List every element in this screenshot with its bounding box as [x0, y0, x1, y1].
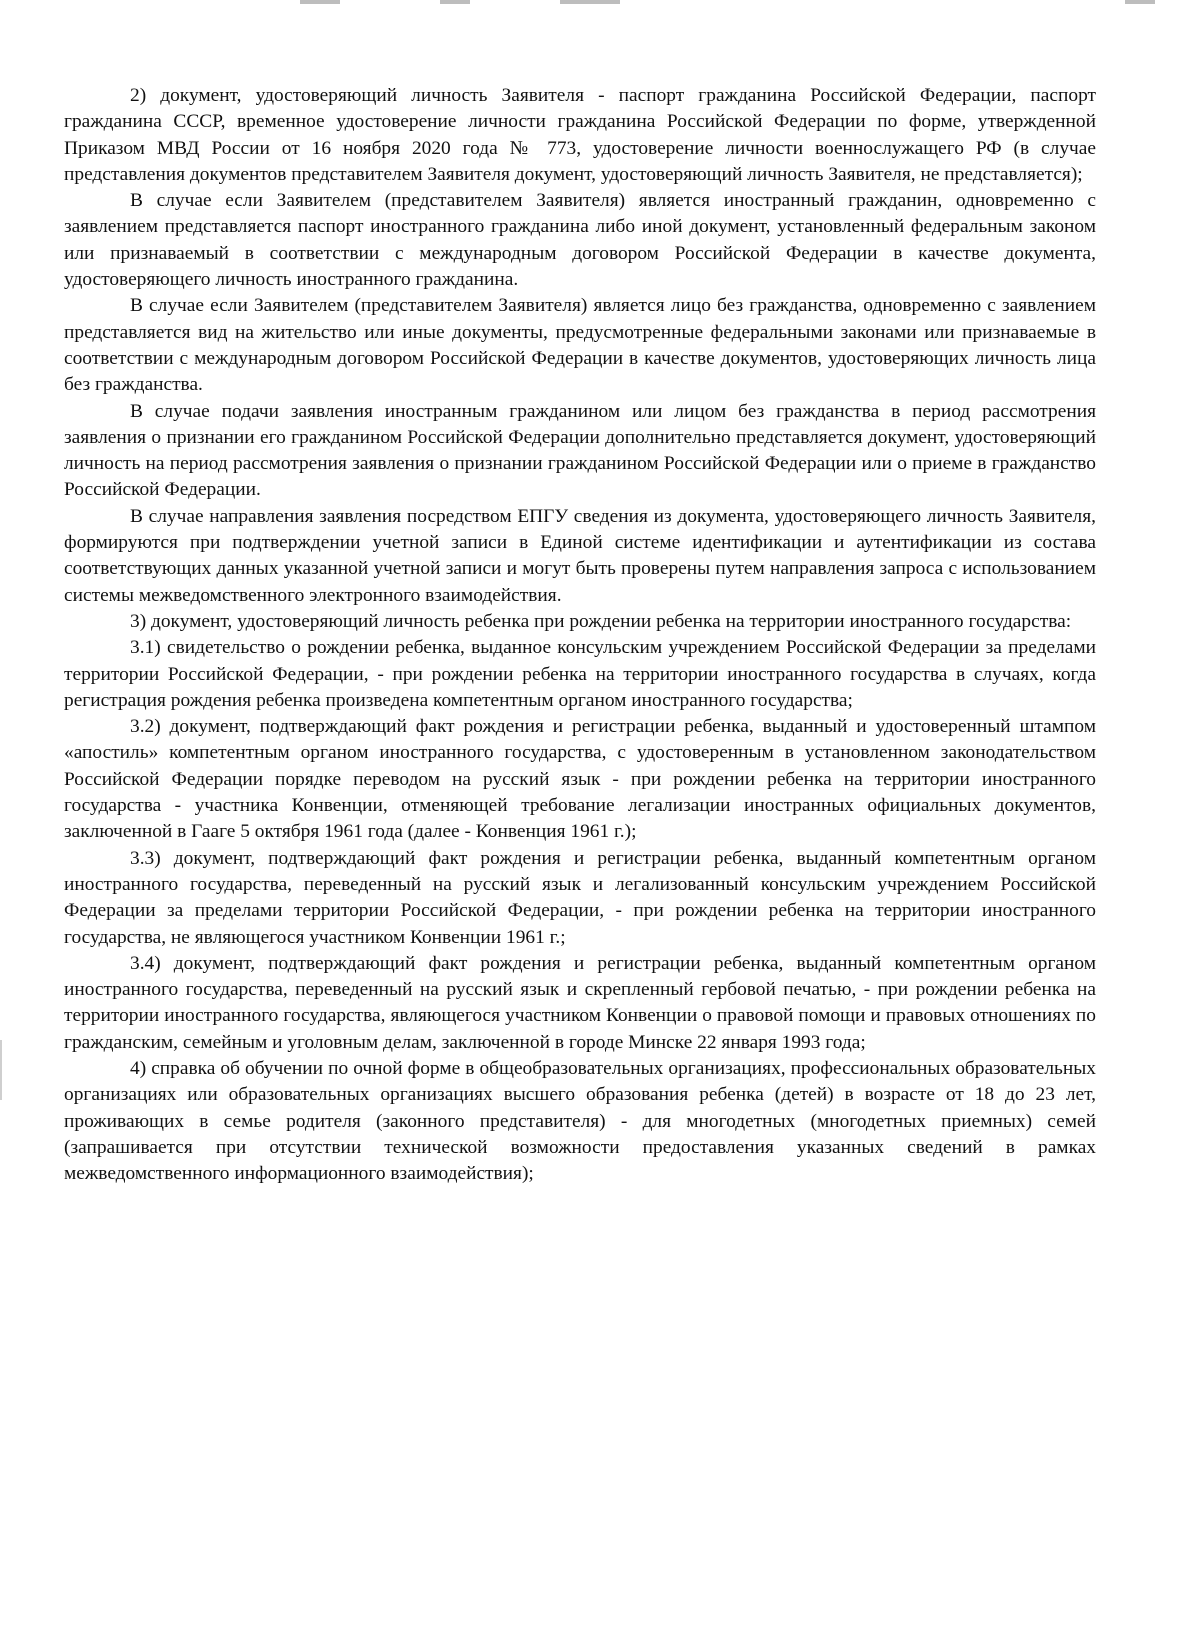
- paragraph: 3.3) документ, подтверждающий факт рождения и регистрации ребенка, выданный компетентным органом иностранного государства, переведенный на русский язык и легализованный консульским учреждением Российской Федерации за пределами территории Российской Федерации, - при рождении ребенка на территории иностранного государства, не являющегося участником Конвенции 1961 г.;: [64, 847, 1096, 948]
- paragraph: В случае если Заявителем (представителем Заявителя) является иностранный гражданин, одновременно с заявлением представляется паспорт иностранного гражданина либо иной документ, установленный федеральным законом или признаваемый в соответствии с международным договором Российской Федерации в качестве документа, удостоверяющего личность иностранного гражданина.: [64, 190, 1096, 291]
- scan-artifact: [0, 1040, 2, 1100]
- paragraph: 2) документ, удостоверяющий личность Заявителя - паспорт гражданина Российской Федерации, паспорт гражданина СССР, временное удостоверение личности гражданина Российской Федерации по форме, утвержденной Приказом МВД России от 16 ноября 2020 года № 773, удостоверение личности военнослужащего РФ (в случае представления документов представителем Заявителя документ, удостоверяющий личность Заявителя, не представляется);: [64, 85, 1096, 185]
- paragraph: В случае подачи заявления иностранным гражданином или лицом без гражданства в период рассмотрения заявления о признании его гражданином Российской Федерации дополнительно представляется документ, удостоверяющий личность на период рассмотрения заявления о признании гражданином Российской Федерации или о приеме в гражданство Российской Федерации.: [64, 400, 1096, 501]
- scan-artifact: [1125, 0, 1155, 4]
- scan-artifact: [300, 0, 340, 4]
- paragraph: В случае если Заявителем (представителем Заявителя) является лицо без гражданства, одновременно с заявлением представляется вид на жительство или иные документы, предусмотренные федеральными законами или признаваемые в соответствии с международным договором Российской Федерации в качестве документов, удостоверяющих личность лица без гражданства.: [64, 295, 1096, 396]
- paragraph: 3.4) документ, подтверждающий факт рождения и регистрации ребенка, выданный компетентным органом иностранного государства, переведенный на русский язык и скрепленный гербовой печатью, - при рождении ребенка на территории иностранного государства, являющегося участником Конвенции о правовой помощи и правовых отношениях по гражданским, семейным и уголовным делам, заключенной в городе Минске 22 января 1993 года;: [64, 952, 1096, 1053]
- scan-artifact: [440, 0, 470, 4]
- scan-artifact: [560, 0, 620, 4]
- paragraph: 3.2) документ, подтверждающий факт рождения и регистрации ребенка, выданный и удостоверенный штампом «апостиль» компетентным органом иностранного государства, с удостоверенным в установленном законодательством Российской Федерации порядке переводом на русский язык - при рождении ребенка на территории иностранного государства - участника Конвенции, отменяющей требование легализации иностранных официальных документов, заключенной в Гааге 5 октября 1961 года (далее - Конвенция 1961 г.);: [64, 716, 1096, 843]
- paragraph: 3.1) свидетельство о рождении ребенка, выданное консульским учреждением Российской Федерации за пределами территории Российской Федерации, - при рождении ребенка на территории иностранного государства в случаях, когда регистрация рождения ребенка произведена компетентным органом иностранного государства;: [64, 637, 1096, 711]
- paragraph: 4) справка об обучении по очной форме в общеобразовательных организациях, профессиональных образовательных организациях или образовательных организациях высшего образования ребенка (детей) в возрасте от 18 до 23 лет, проживающих в семье родителя (законного представителя) - для многодетных (многодетных приемных) семей (запрашивается при отсутствии технической возможности предоставления указанных сведений в рамках межведомственного информационного взаимодействия);: [64, 1057, 1096, 1185]
- paragraph: 3) документ, удостоверяющий личность ребенка при рождении ребенка на территории иностранного государства:: [130, 610, 1072, 632]
- document-body: [64, 83, 1096, 1187]
- paragraph: В случае направления заявления посредством ЕПГУ сведения из документа, удостоверяющего личность Заявителя, формируются при подтверждении учетной записи в Единой системе идентификации и аутентификации из состава соответствующих данных указанной учетной записи и могут быть проверены путем направления запроса с использованием системы межведомственного электронного взаимодействия.: [64, 505, 1096, 606]
